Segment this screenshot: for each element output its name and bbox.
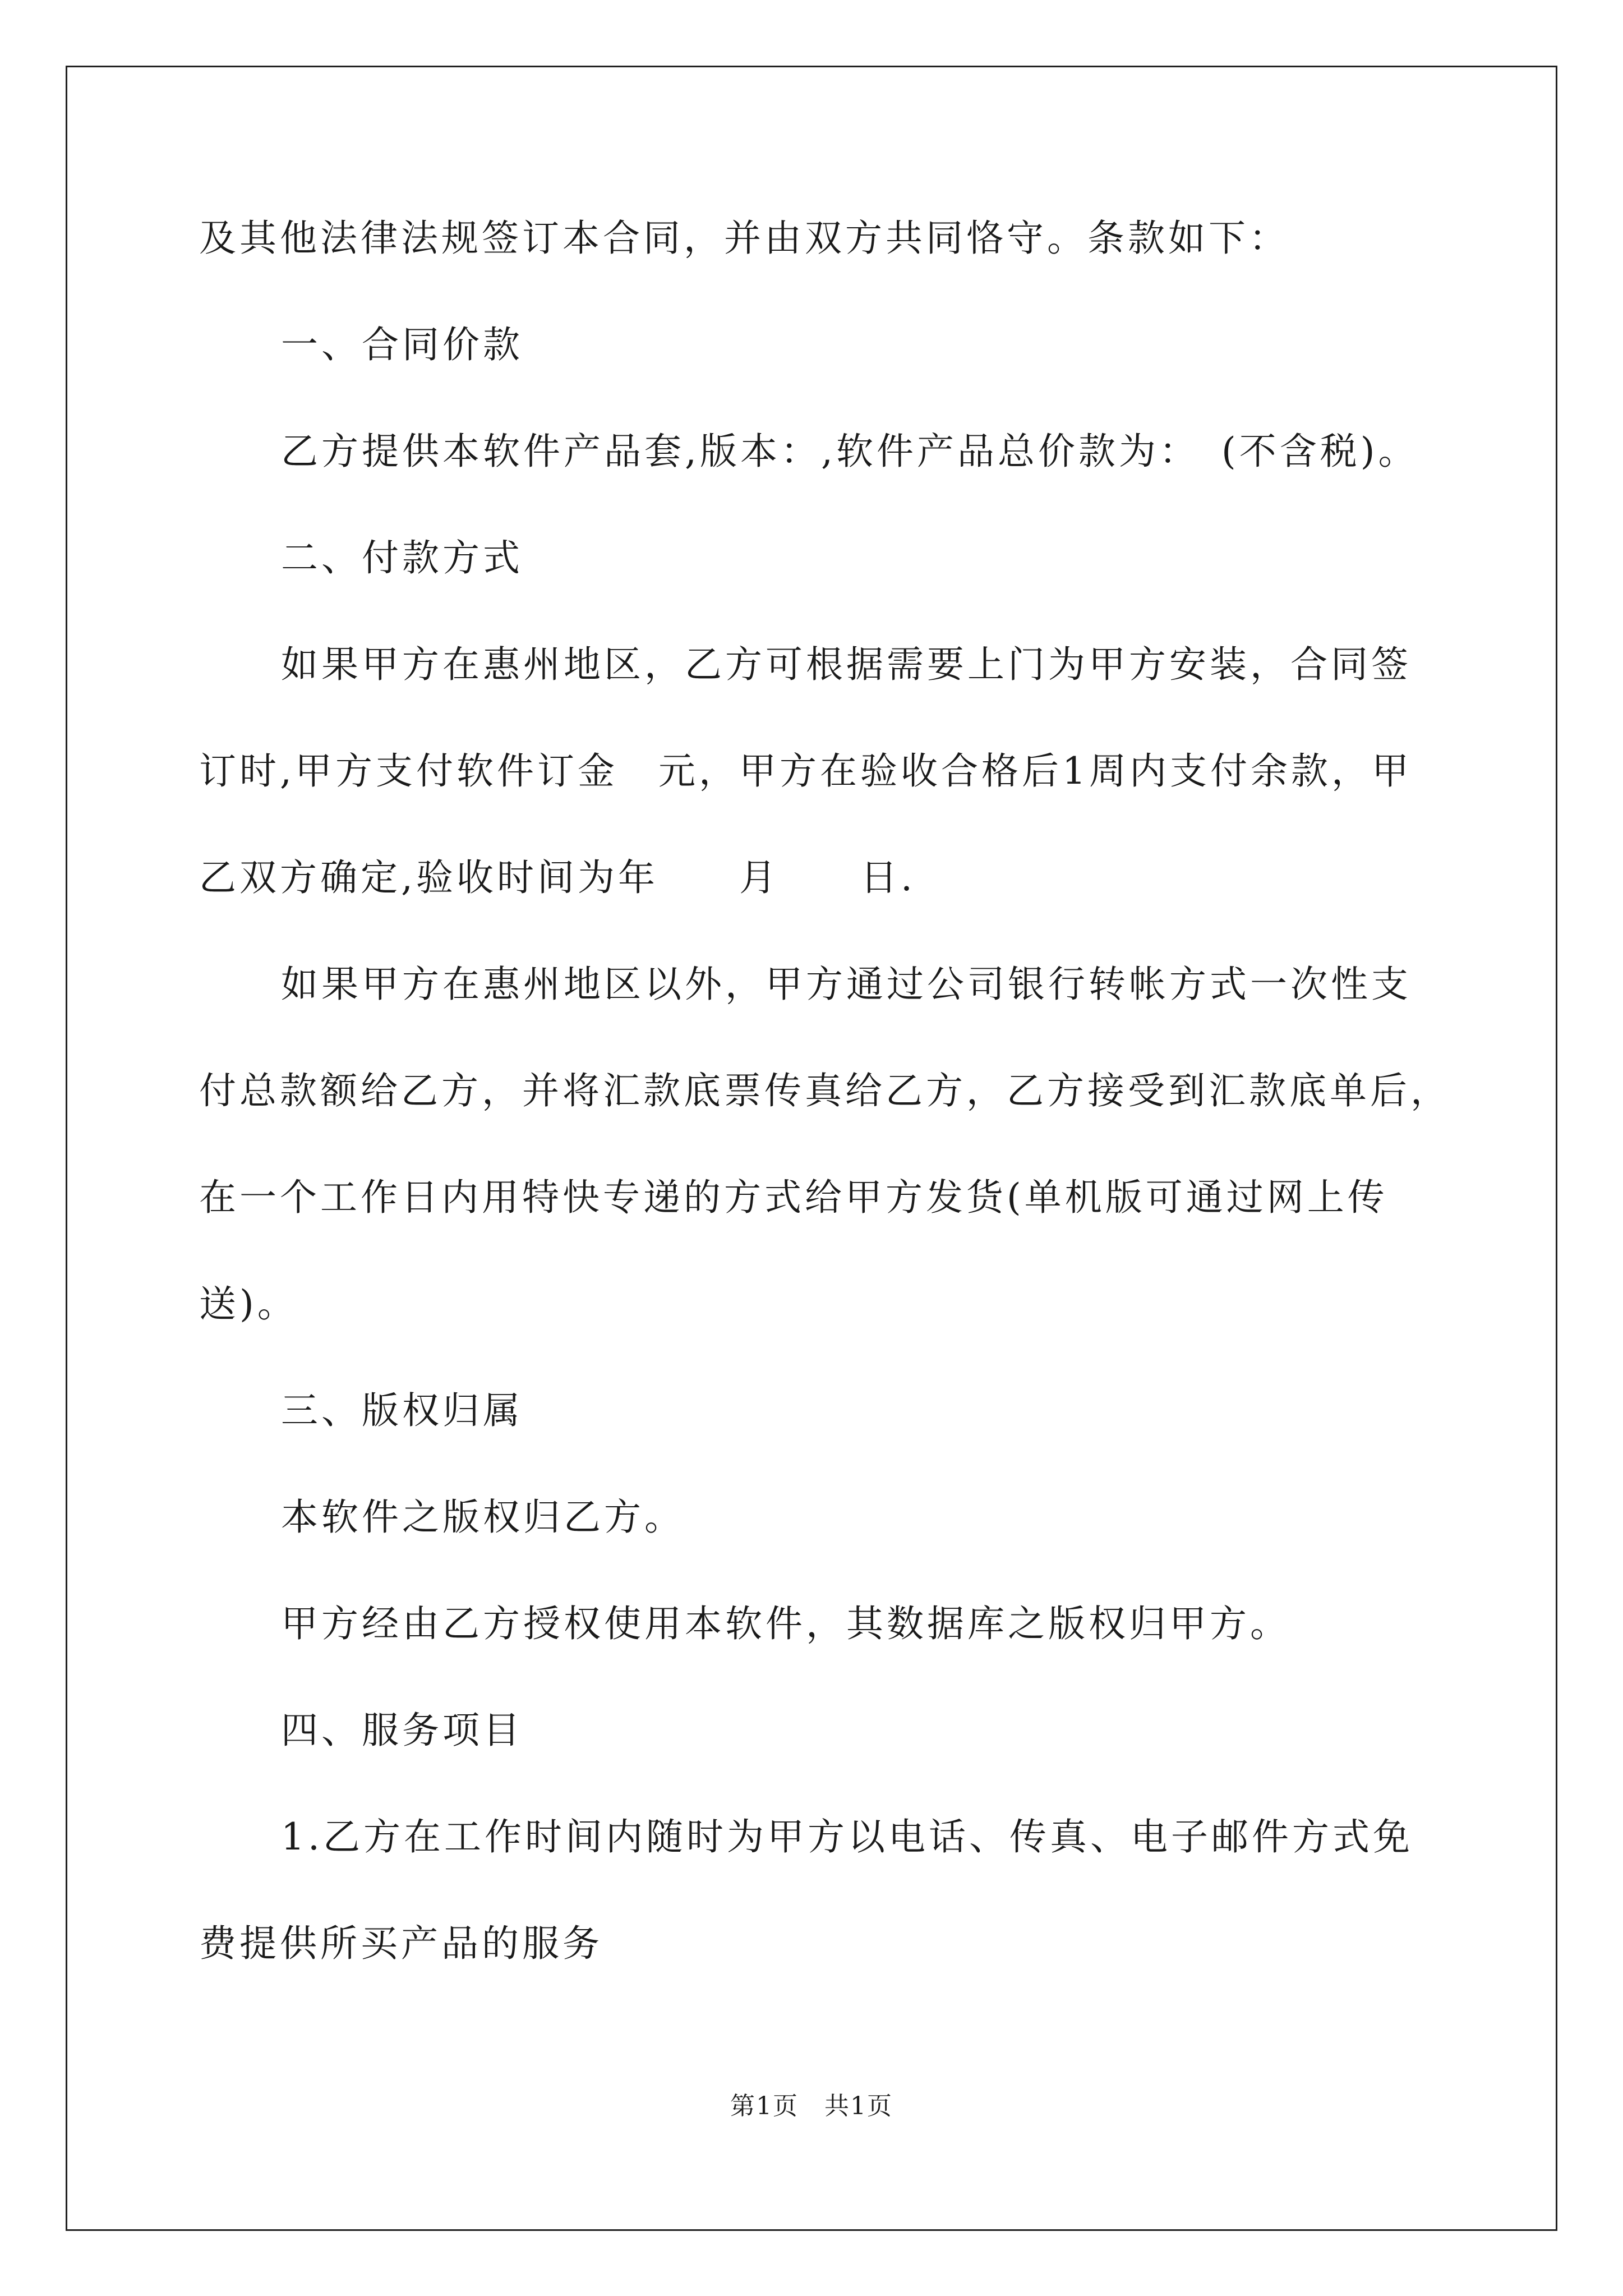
page-footer: 第1页 共1页 [730,2092,893,2120]
page-border [66,66,1557,2231]
paragraph-line: 如果甲方在惠州地区，乙方可根据需要上门为甲方安装，合同签 [281,643,1412,686]
section-heading: 二、付款方式 [281,536,523,579]
section-heading: 一、合同价款 [281,323,523,366]
paragraph-line: 1.乙方在工作时间内随时为甲方以电话、传真、电子邮件方式免 [281,1815,1413,1858]
paragraph-line: 乙双方确定,验收时间为年 月 日. [199,856,916,899]
paragraph-line: 付总款额给乙方，并将汇款底票传真给乙方，乙方接受到汇款底单后， [199,1069,1451,1112]
paragraph-line: 订时,甲方支付软件订金 元，甲方在验收合格后1周内支付余款，甲 [199,749,1412,793]
paragraph-line: 费提供所买产品的服务 [199,1922,603,1965]
paragraph-line: 及其他法律法规签订本合同，并由双方共同恪守。条款如下： [199,217,1289,260]
paragraph-line: 如果甲方在惠州地区以外，甲方通过公司银行转帐方式一次性支 [281,963,1412,1006]
paragraph-line: 在一个工作日内用特快专递的方式给甲方发货(单机版可通过网上传 [199,1176,1388,1219]
section-heading: 四、服务项目 [281,1709,523,1752]
paragraph-line: 乙方提供本软件产品套,版本：,软件产品总价款为： (不含税)。 [281,430,1419,473]
section-heading: 三、版权归属 [281,1389,523,1432]
paragraph-line: 本软件之版权归乙方。 [281,1496,685,1539]
paragraph-line: 甲方经由乙方授权使用本软件，其数据库之版权归甲方。 [281,1602,1290,1645]
paragraph-line: 送)。 [199,1282,298,1326]
